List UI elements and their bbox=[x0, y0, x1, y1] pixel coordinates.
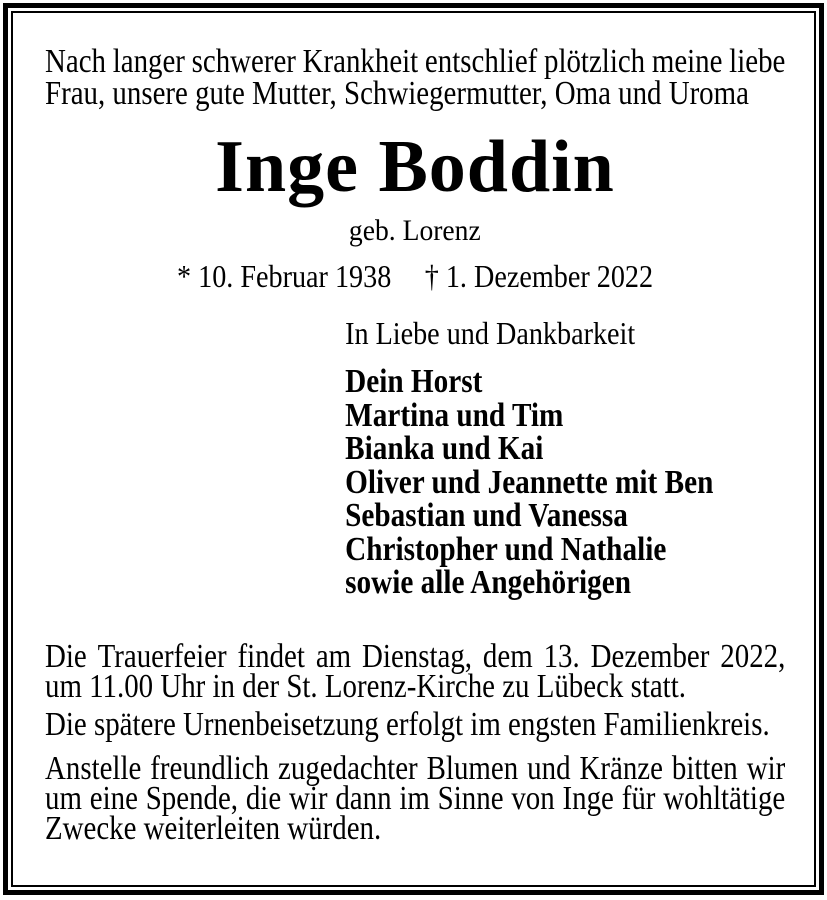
word: 2022, bbox=[720, 637, 786, 675]
paragraph bbox=[45, 637, 786, 705]
word: eine bbox=[89, 779, 138, 817]
word: Anstelle bbox=[45, 749, 142, 787]
word: langer bbox=[112, 43, 185, 80]
birth-date: * 10. Februar 1938 bbox=[177, 258, 392, 294]
paragraph bbox=[45, 705, 785, 743]
word: Dienstag, bbox=[362, 637, 473, 675]
paragraph bbox=[45, 749, 786, 847]
word: 13. bbox=[543, 637, 580, 675]
tribute-line: In Liebe und Dankbarkeit bbox=[345, 315, 636, 351]
word: Sinne bbox=[437, 779, 504, 817]
word: Blumen bbox=[426, 749, 519, 787]
word: wir bbox=[746, 749, 786, 787]
word: dann bbox=[335, 779, 392, 817]
word: die bbox=[245, 779, 282, 817]
deceased-name: Inge Boddin bbox=[215, 126, 615, 208]
funeral-paragraphs bbox=[45, 637, 786, 847]
word: um bbox=[45, 779, 82, 817]
word: Krankheit bbox=[302, 43, 419, 80]
word: Spende, bbox=[145, 779, 239, 817]
text-line: Die spätere Urnenbeisetzung erfolgt im engsten Familienkreis. bbox=[45, 705, 770, 743]
mourner-line: Sebastian und Vanessa bbox=[345, 497, 628, 534]
word: Inge bbox=[562, 779, 614, 817]
word: von bbox=[511, 779, 555, 817]
obituary-card bbox=[11, 11, 816, 887]
mourner-line: Christopher und Nathalie bbox=[345, 530, 667, 568]
word: dem bbox=[482, 637, 533, 675]
mourner-line: Dein Horst bbox=[345, 363, 483, 400]
word: liebe bbox=[729, 43, 786, 80]
word: und bbox=[527, 749, 571, 787]
word: freundlich bbox=[150, 749, 270, 787]
text-line: Frau, unsere gute Mutter, Schwiegermutter, Oma und Uroma bbox=[45, 75, 749, 112]
word: für bbox=[621, 779, 656, 817]
word: meine bbox=[651, 43, 723, 80]
death-date: † 1. Dezember 2022 bbox=[424, 258, 654, 294]
life-dates bbox=[45, 260, 785, 292]
mourner-line: Bianka und Kai bbox=[345, 430, 544, 467]
mourner-line: sowie alle Angehörigen bbox=[345, 564, 632, 601]
mourner-line: Martina und Tim bbox=[345, 396, 564, 434]
word: Nach bbox=[45, 43, 106, 80]
obituary-frame-outer bbox=[3, 3, 824, 895]
word: schwerer bbox=[191, 43, 296, 80]
intro-paragraph bbox=[45, 43, 786, 112]
word: plötzlich bbox=[544, 43, 646, 80]
text-line: um 11.00 Uhr in der St. Lorenz-Kirche zu Lübeck statt. bbox=[45, 667, 686, 705]
word: wir bbox=[288, 779, 328, 817]
word: findet bbox=[237, 637, 305, 675]
word: entschlief bbox=[424, 43, 538, 80]
word: Kränze bbox=[579, 749, 663, 787]
word: Trauerfeier bbox=[97, 637, 227, 675]
text-line: Zwecke weiterleiten würden. bbox=[45, 809, 382, 847]
text-line bbox=[45, 43, 786, 80]
word: wohltätige bbox=[663, 779, 786, 817]
maiden-name: geb. Lorenz bbox=[348, 214, 481, 247]
word: Die bbox=[45, 637, 87, 675]
word: im bbox=[399, 779, 430, 817]
word: zugedachter bbox=[278, 749, 418, 787]
word: bitten bbox=[671, 749, 738, 787]
word: am bbox=[315, 637, 352, 675]
word: Dezember bbox=[590, 637, 710, 675]
mourners-list bbox=[45, 365, 785, 600]
mourner-line: Oliver und Jeannette mit Ben bbox=[345, 463, 714, 501]
